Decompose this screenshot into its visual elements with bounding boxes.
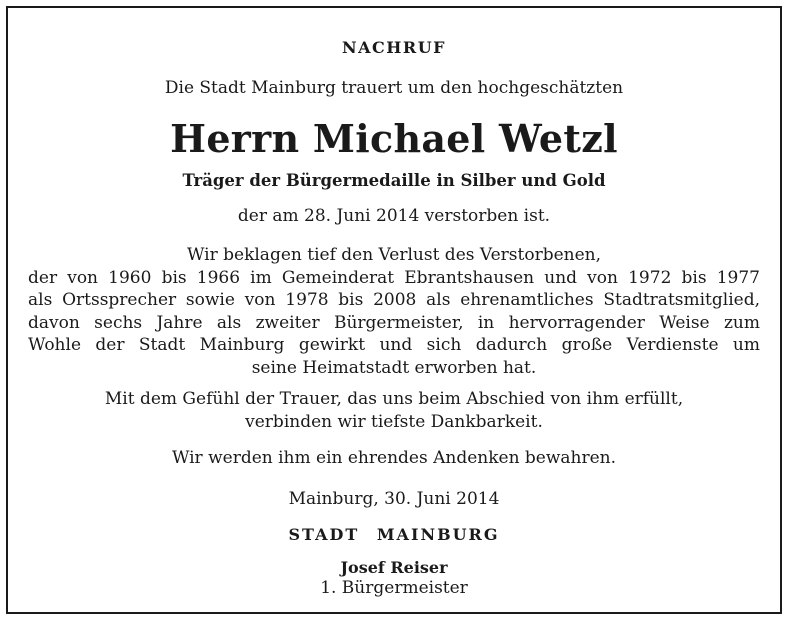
gratitude-line: verbinden wir tiefste Dankbarkeit. [245,412,543,432]
place-date: Mainburg, 30. Juni 2014 [288,489,500,509]
paragraph-line: davon sechs Jahre als zweiter Bürgermeister, in hervorragender Weise zum [28,312,760,333]
obituary-frame [6,6,782,614]
paragraph-line: der von 1960 bis 1966 im Gemeinderat Ebrantshausen und von 1972 bis 1977 [28,267,760,288]
paragraph-line: als Ortssprecher sowie von 1978 bis 2008 als ehrenamtliches Stadtratsmitglied, [28,290,760,311]
deceased-name: Herrn Michael Wetzl [170,116,618,161]
notice-heading: NACHRUF [342,38,446,57]
remembrance-text: Wir werden ihm ein ehrendes Andenken bewahren. [171,448,617,468]
death-date-text: der am 28. Juni 2014 verstorben ist. [237,206,551,226]
paragraph-line: Wir beklagen tief den Verlust des Verstorbenen, [186,245,602,265]
signer-role: 1. Bürgermeister [320,578,468,598]
signer-name: Josef Reiser [340,558,448,577]
gratitude-line: Mit dem Gefühl der Trauer, das uns beim Abschied von ihm erfüllt, [104,389,684,409]
paragraph-line: Wohle der Stadt Mainburg gewirkt und sich dadurch große Verdienste um [28,335,760,356]
organization-name: STADT MAINBURG [288,525,500,544]
paragraph-line: seine Heimatstadt erworben hat. [251,357,537,378]
tribute-paragraph [28,244,760,380]
honor-text: Träger der Bürgermedaille in Silber und Gold [182,171,606,190]
gratitude-paragraph [28,388,760,434]
intro-text: Die Stadt Mainburg trauert um den hochgeschätzten [164,78,624,98]
